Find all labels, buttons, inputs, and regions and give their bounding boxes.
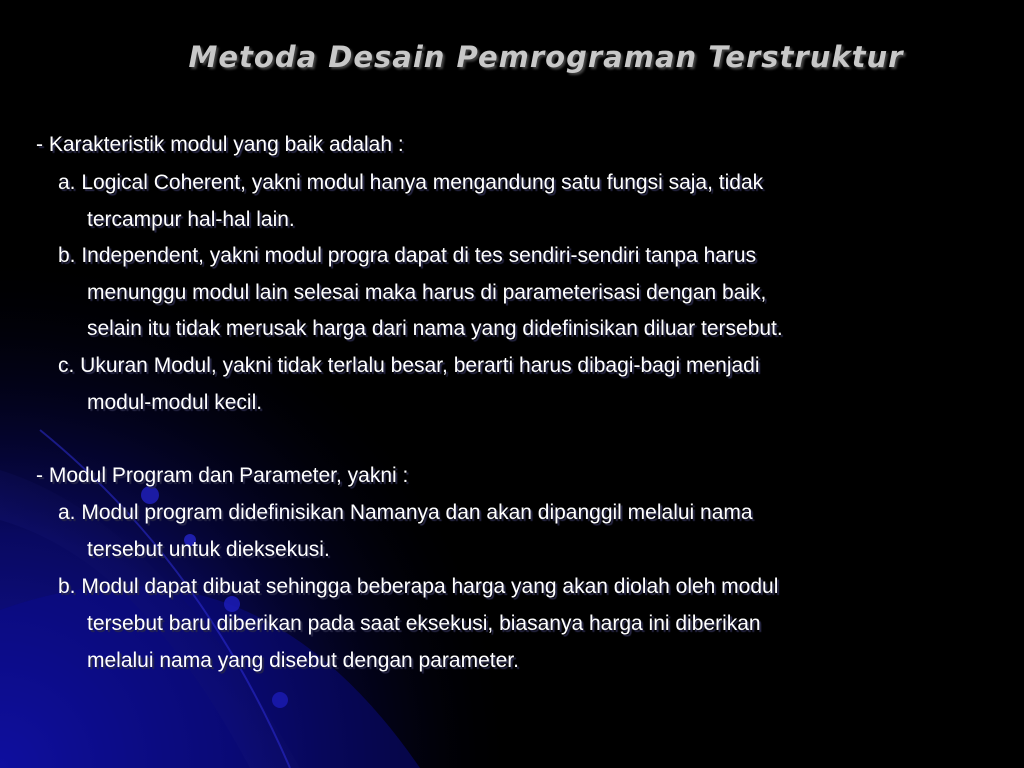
section2-item-b-line3: melalui nama yang disebut dengan parameter. xyxy=(87,649,519,672)
section1-item-b-line1: b. Independent, yakni modul progra dapat di tes sendiri-sendiri tanpa harus xyxy=(58,244,757,267)
section1-item-a-line2: tercampur hal-hal lain. xyxy=(87,208,295,231)
section2-item-b-line1: b. Modul dapat dibuat sehingga beberapa harga yang akan diolah oleh modul xyxy=(58,575,779,598)
section1-item-b-line3: selain itu tidak merusak harga dari nama yang didefinisikan diluar tersebut. xyxy=(87,317,783,340)
section2-item-a-line2: tersebut untuk dieksekusi. xyxy=(87,538,330,561)
section1-item-c-line2: modul-modul kecil. xyxy=(87,391,263,414)
section1-item-a-line1: a. Logical Coherent, yakni modul hanya mengandung satu fungsi saja, tidak xyxy=(58,171,764,194)
section2-heading: - Modul Program dan Parameter, yakni : xyxy=(36,464,409,487)
section2-item-b-line2: tersebut baru diberikan pada saat eksekusi, biasanya harga ini diberikan xyxy=(87,612,761,635)
section1-heading: - Karakteristik modul yang baik adalah : xyxy=(36,133,404,156)
section1-item-b-line2: menunggu modul lain selesai maka harus di parameterisasi dengan baik, xyxy=(87,281,767,304)
section1-item-c-line1: c. Ukuran Modul, yakni tidak terlalu besar, berarti harus dibagi-bagi menjadi xyxy=(58,354,760,377)
slide-title: Metoda Desain Pemrograman Terstruktur xyxy=(188,40,904,74)
section2-item-a-line1: a. Modul program didefinisikan Namanya dan akan dipanggil melalui nama xyxy=(58,501,753,524)
